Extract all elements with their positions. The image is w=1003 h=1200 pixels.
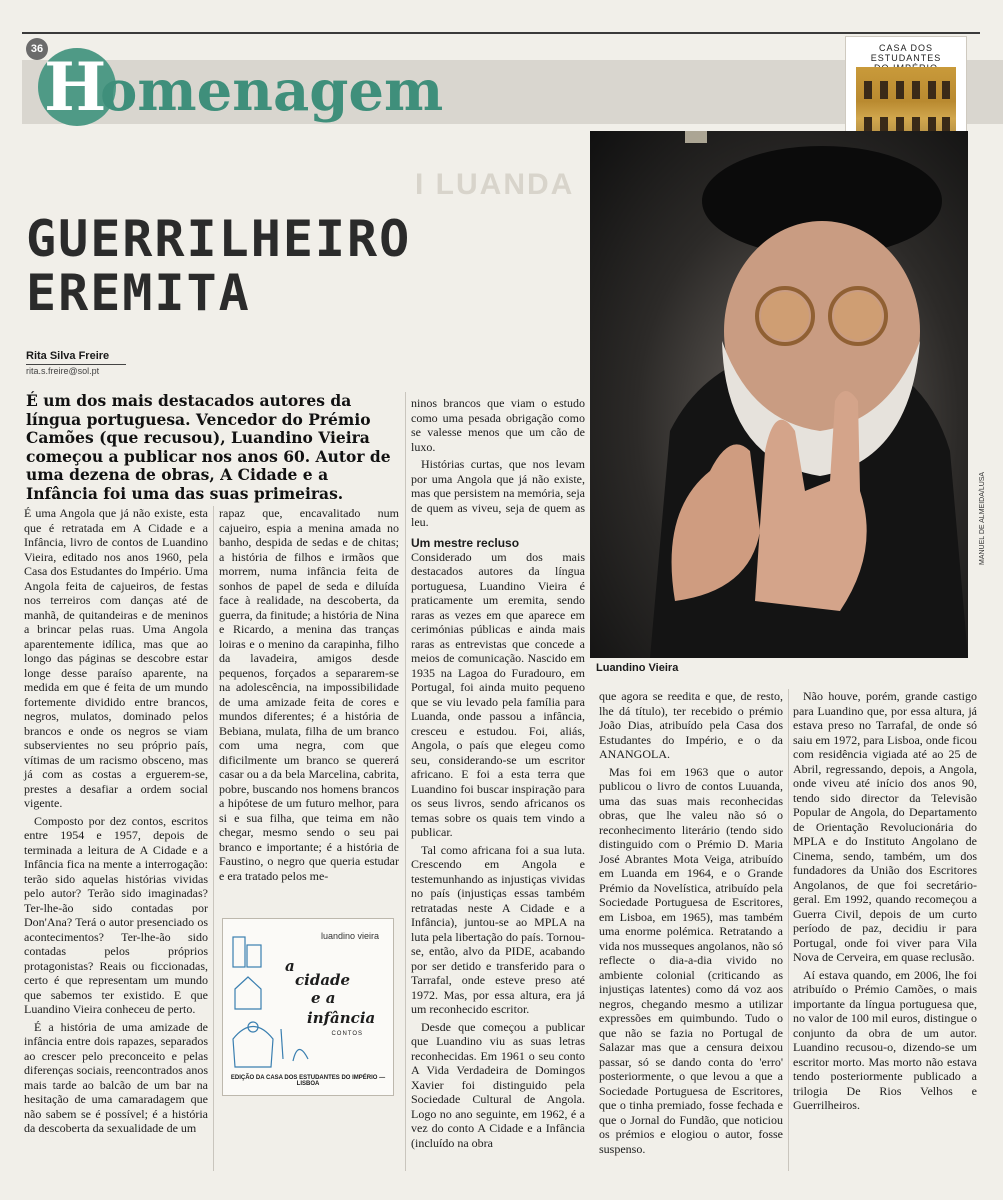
book-cover-publisher: EDIÇÃO DA CASA DOS ESTUDANTES DO IMPÉRIO — LISBOA	[230, 1075, 386, 1087]
section-title: omenagem	[100, 58, 444, 124]
paragraph: Desde que começou a publicar que Luandino viu as suas letras reconhecidas. Em 1961 o seu conto A Vida Verdadeira de Domingos Xavier foi distinguido pela Sociedade Cultural de Angola. Logo no ano seguinte, em 1962, é a vez do conto A Cidade e a Infância (incluído na obra	[411, 1019, 585, 1150]
paragraph: que agora se reedita e que, de resto, lhe dá título), ter recebido o prémio João Dias, atribuído pela Casa dos Estudantes do Império, e o da ANANGOLA.	[599, 689, 783, 761]
subheading: Um mestre recluso	[411, 535, 520, 550]
book-cover-image	[222, 918, 394, 1096]
section-initial: H	[44, 48, 106, 126]
headline	[26, 212, 586, 320]
book-cover-drawing	[223, 919, 393, 1069]
book-cover-author: luandino vieira	[320, 931, 379, 941]
book-title-word4: infância	[307, 1009, 376, 1027]
book-title-word1: a	[285, 957, 295, 975]
paragraph: ninos brancos que viam o estudo como uma pesada obrigação como se valesse menos que um cão de luxo.	[411, 396, 585, 454]
paragraph: rapaz que, encavalitado num cajueiro, espia a menina amada no banho, despida de sedas e de chitas; a história de filhos e irmãos que morrem, numa infância feita de sonhos de papel de seda e diluída face à realidade, na descoberta, da guerra, da finitude; a história de Nina e Ricardo, a menina das tranças loiras e o menino da carapinha, filho da lavadeira, amigos desde pequenos, forçados a separarem-se na adolescência, na impossibilidade de uma amizade feita de cores e mundos diferentes; é a história de Bebiana, mulata, filha de um branco com uma negra, com que dificilmente um branco se quererá casar ou a da bela Marcelina, cabrita, pobre, buscando nos homens brancos a hipótese de um futuro melhor, para si e sua filha, que teima em não chegar, mesmo sendo o seu pai branco e importante; é a história de Faustino, o negro que queria estudar e era tratado pelos me-	[219, 506, 399, 883]
column-divider	[213, 506, 214, 1171]
byline-author: Rita Silva Freire	[26, 350, 110, 362]
top-rule	[22, 32, 980, 34]
author-photo	[590, 131, 968, 658]
article-column-5	[793, 689, 977, 1116]
paragraph: É uma Angola que já não existe, esta que é retratada em A Cidade e a Infância, livro de contos de Luandino Vieira, editado nos anos 1960, pela Casa dos Estudantes do Império. Uma Angola feita de cajueiros, de festas nos terreiros com danças até de manhã, de quitandeiras e de meninos a brincar pelas ruas. Uma Angola aparentemente idílica, mas que ao longo das páginas se descobre estar longe desse paraíso aparente, na medida em que é feita de um mundo fortemente dividido entre brancos, negros, mulatos, dominado pelos brancos e onde os negros se viam subservientes no seu próprio país, vítimas de um racismo obsceno, mas já com as costas a erguerem-se, prestes a desafiar a ordem social vigente.	[24, 506, 208, 810]
article-column-2	[219, 506, 399, 886]
article-column-1	[24, 506, 208, 1139]
byline-email: rita.s.freire@sol.pt	[26, 366, 100, 376]
paragraph: Mas foi em 1963 que o autor publicou o livro de contos Luuanda, uma das suas mais reconhecidas obras, que lhe valeu não só o reconhecimento literário (tendo sido distinguido com o Prémio D. Maria José Abrantes Mota Veiga, atribuído em Luanda em 1964, e o Grande Prémio da Novelística, atribuído pela Sociedade Portuguesa de Escritores, em Lisboa, em 1965), mas também uma enorme polémica. Retratando a vida nos musseques angolanos, não só reflecte o dia-a-dia vivido no ambiente colonial (criticando as injustiças latentes) como dá voz aos negros, chegando mesmo a utilizar expressões em quimbundo. Tudo o que não se fazia no Portugal de Salazar mas que a censura deixou passar, só se dando conta do 'erro' posteriormente, o que levou a que a Sociedade Portuguesa de Escritores, que o tinha premiado, fosse fechada e que o Jornal do Fundão, que noticiou os prémios e elogiou o autor, fosse suspenso.	[599, 764, 783, 1156]
article-column-3	[411, 396, 585, 1153]
headline-line1: GUERRILHEIRO	[26, 210, 412, 268]
byline-rule	[26, 364, 126, 365]
paragraph: Tal como africana foi a sua luta. Crescendo em Angola e testemunhando as injustiças vividas no país (injustiças essas também retratadas neste A Cidade e a Infância), juntou-se ao MPLA na luta pela libertação do país. Tornou-se, então, alvo da PIDE, acabando por ser detido e transferido para o Tarrafal, onde esteve preso até 1972. Mas, por essa altura, era já um reconhecido escritor.	[411, 842, 585, 1016]
paragraph: Considerado um dos mais destacados autores da língua portuguesa, Luandino Vieira é praticamente um eremita, sendo raras as vezes em que aparece em cerimónias públicas e ainda mais raras as entrevistas que concede a meios de comunicação. Nascido em 1935 na Lagoa do Furadouro, em Portugal, foi ainda muito pequeno que se viu levado pela família para Luanda, onde passou a infância, cresceu e estudou. Foi, aliás, Angola, o país que elegeu como seu, considerando-se um escritor africano. E foi a esta terra que Luandino foi buscar inspiração para os seus livros, sendo africanos os temas sobre os quais tem vindo a publicar.	[411, 549, 585, 839]
photo-credit: MANUEL DE ALMEIDA/LUSA	[979, 471, 986, 565]
paragraph: Aí estava quando, em 2006, lhe foi atribuído o Prémio Camões, o mais importante da língua portuguesa que, no valor de 100 mil euros, distingue o conjunto da obra de um autor. Luandino recusou-o, dizendo-se um escritor morto. Mas morto não estava tendo posteriormente publicado a trilogia De Rios Velhos e Guerrilheiros.	[793, 967, 977, 1112]
book-title-word3: e a	[311, 989, 336, 1007]
portrait-illustration	[590, 131, 968, 658]
paragraph: É a história de uma amizade de infância entre dois rapazes, separados ao crescer pelo preconceito e pelas diferenças sociais, reencontrados anos mais tarde ao balcão de um bar na hesitação de uma camaradagem que não sabem se é possível; é a história da descoberta da sexualidade de um	[24, 1019, 208, 1135]
page-number: 36	[26, 38, 48, 60]
paragraph: Não houve, porém, grande castigo para Luandino que, por essa altura, já estava preso no Tarrafal, de onde só saiu em 1972, para Lisboa, onde ficou com residência vigiada até ao 25 de Abril, regressando, depois, a Angola, onde viveu até início dos anos 90, tendo sido director da Televisão Popular de Angola, do Departamento de Orientação Revolucionária do MPLA e do Instituto Angolano de Cinema, sendo, também, um dos fundadores da União dos Escritores Angolanos, de que foi secretário-geral. Em 1992, quando recomeçou a Guerra Civil, depois de um curto período de paz, decidiu ir para Portugal, onde foi viver para Vila Nova de Cerveira, em quase reclusão.	[793, 689, 977, 964]
book-title-word2: cidade	[295, 971, 351, 989]
article-column-4	[599, 689, 783, 1159]
logo-line1: CASA DOS ESTUDANTES	[870, 43, 942, 63]
paragraph: Histórias curtas, que nos levam por uma Angola que já não existe, mas que persistem na memória, seja de quem as viveu, seja de quem as leu.	[411, 457, 585, 529]
book-cover-label: CONTOS	[331, 1031, 363, 1037]
column-divider	[405, 392, 406, 1171]
bleed-through-text: I LUANDA	[415, 168, 575, 201]
column-divider	[788, 689, 789, 1171]
photo-caption: Luandino Vieira	[596, 662, 679, 674]
headline-line2: EREMITA	[26, 264, 251, 322]
paragraph: Composto por dez contos, escritos entre 1954 e 1957, depois de terminada a leitura de A Cidade e a Infância fica na mente a interrogação: terão sido aquelas histórias vividas pelo autor? Terão sido imaginadas? Ter-lhe-ão sido contadas por Don'Ana? Terá o autor presenciado os acontecimentos? Ter-lhe-ão sido contadas pelos próprios protagonistas? Reais ou ficcionadas, certo é que representam um mundo que sabemos ter existido. E que Luandino Vieira conheceu de perto.	[24, 813, 208, 1016]
lead-paragraph: É um dos mais destacados autores da língua portuguesa. Vencedor do Prémio Camões (que recusou), Luandino Vieira começou a publicar nos anos 60. Autor de uma dezena de obras, A Cidade e a Infância foi uma das suas primeiras.	[26, 391, 391, 503]
